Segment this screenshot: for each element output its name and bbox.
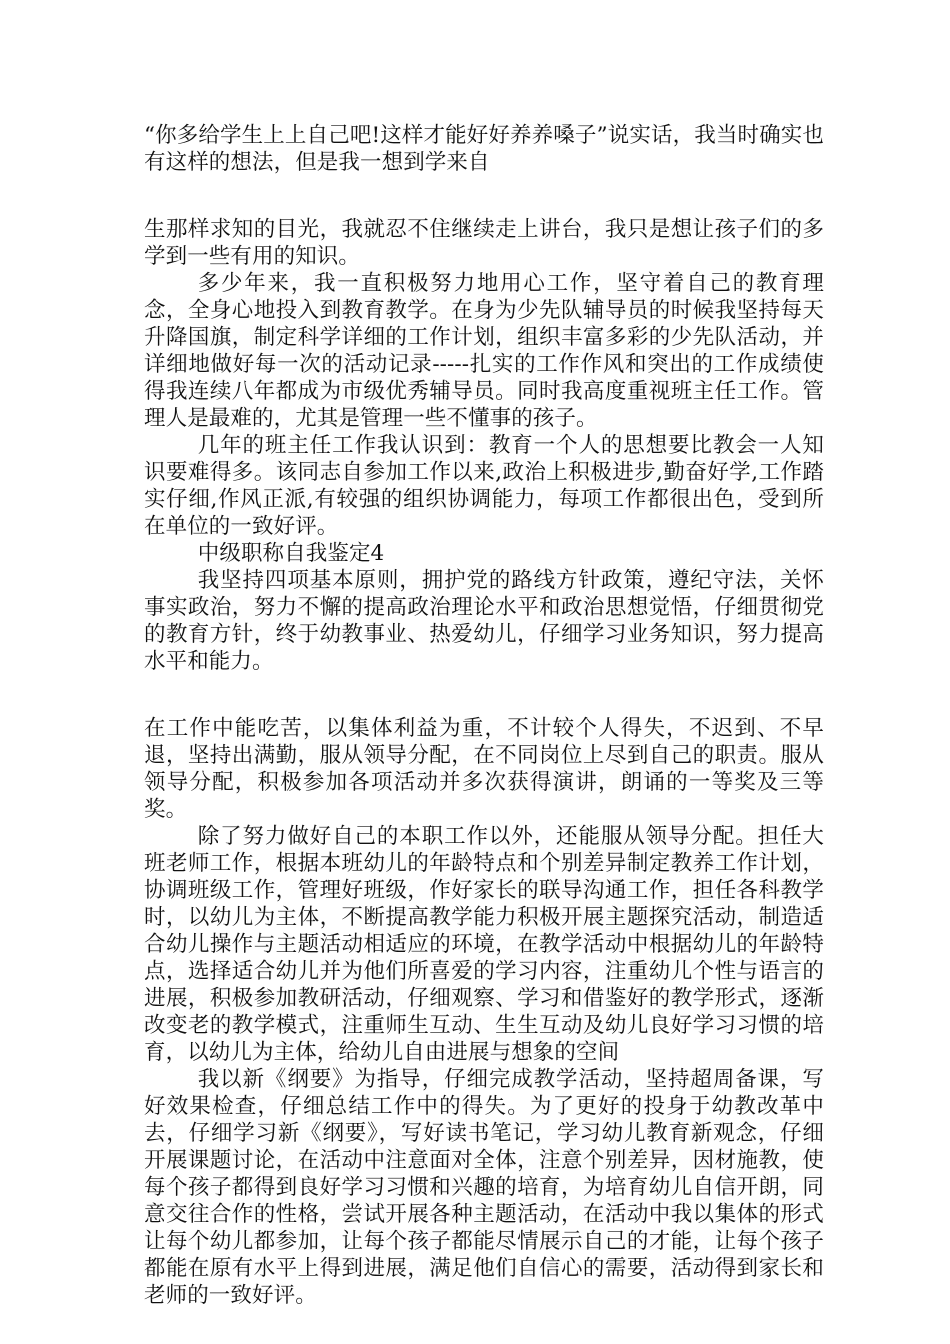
paragraph-1: “你多给学生上上自己吧!这样才能好好养养嗓子”说实话，我当时确实也有这样的想法，但是我一想到学来自	[144, 123, 824, 175]
paragraph-5: 我坚持四项基本原则，拥护党的路线方针政策，遵纪守法，关怀事实政治，努力不懈的提高政治理论水平和政治思想觉悟，仔细贯彻党的教育方针，终于幼教事业、热爱幼儿，仔细学习业务知识，努力提高水平和能力。	[144, 568, 824, 674]
section-heading: 中级职称自我鉴定4	[197, 541, 385, 566]
paragraph-6: 在工作中能吃苦，以集体利益为重，不计较个人得失，不迟到、不早退，坚持出满勤，服从领导分配，在不同岗位上尽到自己的职责。服从领导分配，积极参加各项活动并多次获得演讲，朗诵的一等奖及三等奖。	[144, 716, 824, 822]
paragraph-2: 生那样求知的目光，我就忍不住继续走上讲台，我只是想让孩子们的多学到一些有用的知识。	[144, 217, 824, 269]
paragraph-8: 我以新《纲要》为指导，仔细完成教学活动，坚持超周备课，写好效果检查，仔细总结工作中的得失。为了更好的投身于幼教改革中去，仔细学习新《纲要》，写好读书笔记，学习幼儿教育新观念，仔细开展课题讨论，在活动中注意面对全体，注意个别差异，因材施教，使每个孩子都得到良好学习习惯和兴趣的培育，为培育幼儿自信开朗，同意交往合作的性格，尝试开展各种主题活动，在活动中我以集体的形式让每个幼儿都参加，让每个孩子都能尽情展示自己的才能，让每个孩子都能在原有水平上得到进展，满足他们自信心的需要，活动得到家长和老师的一致好评。	[144, 1067, 824, 1308]
document-body	[144, 122, 824, 1309]
paragraph-7: 除了努力做好自己的本职工作以外，还能服从领导分配。担任大班老师工作，根据本班幼儿的年龄特点和个别差异制定教养工作计划，协调班级工作，管理好班级，作好家长的联导沟通工作，担任各科教学时，以幼儿为主体，不断提高教学能力积极开展主题探究活动，制造适合幼儿操作与主题活动相适应的环境，在教学活动中根据幼儿的年龄特点，选择适合幼儿并为他们所喜爱的学习内容，注重幼儿个性与语言的进展，积极参加教研活动，仔细观察、学习和借鉴好的教学形式，逐渐改变老的教学模式，注重师生互动、生生互动及幼儿良好学习习惯的培育，以幼儿为主体，给幼儿自由进展与想象的空间	[144, 824, 824, 1065]
paragraph-4: 几年的班主任工作我认识到：教育一个人的思想要比教会一人知识要难得多。该同志自参加工作以来,政治上积极进步,勤奋好学,工作踏实仔细,作风正派,有较强的组织协调能力，每项工作都很出色，受到所在单位的一致好评。	[144, 433, 824, 539]
paragraph-3: 多少年来，我一直积极努力地用心工作，坚守着自己的教育理念，全身心地投入到教育教学。在身为少先队辅导员的时候我坚持每天升降国旗，制定科学详细的工作计划，组织丰富多彩的少先队活动，并详细地做好每一次的活动记录-----扎实的工作作风和突出的工作成绩使得我连续八年都成为市级优秀辅导员。同时我高度重视班主任工作。管理人是最难的，尤其是管理一些不懂事的孩子。	[144, 271, 824, 431]
